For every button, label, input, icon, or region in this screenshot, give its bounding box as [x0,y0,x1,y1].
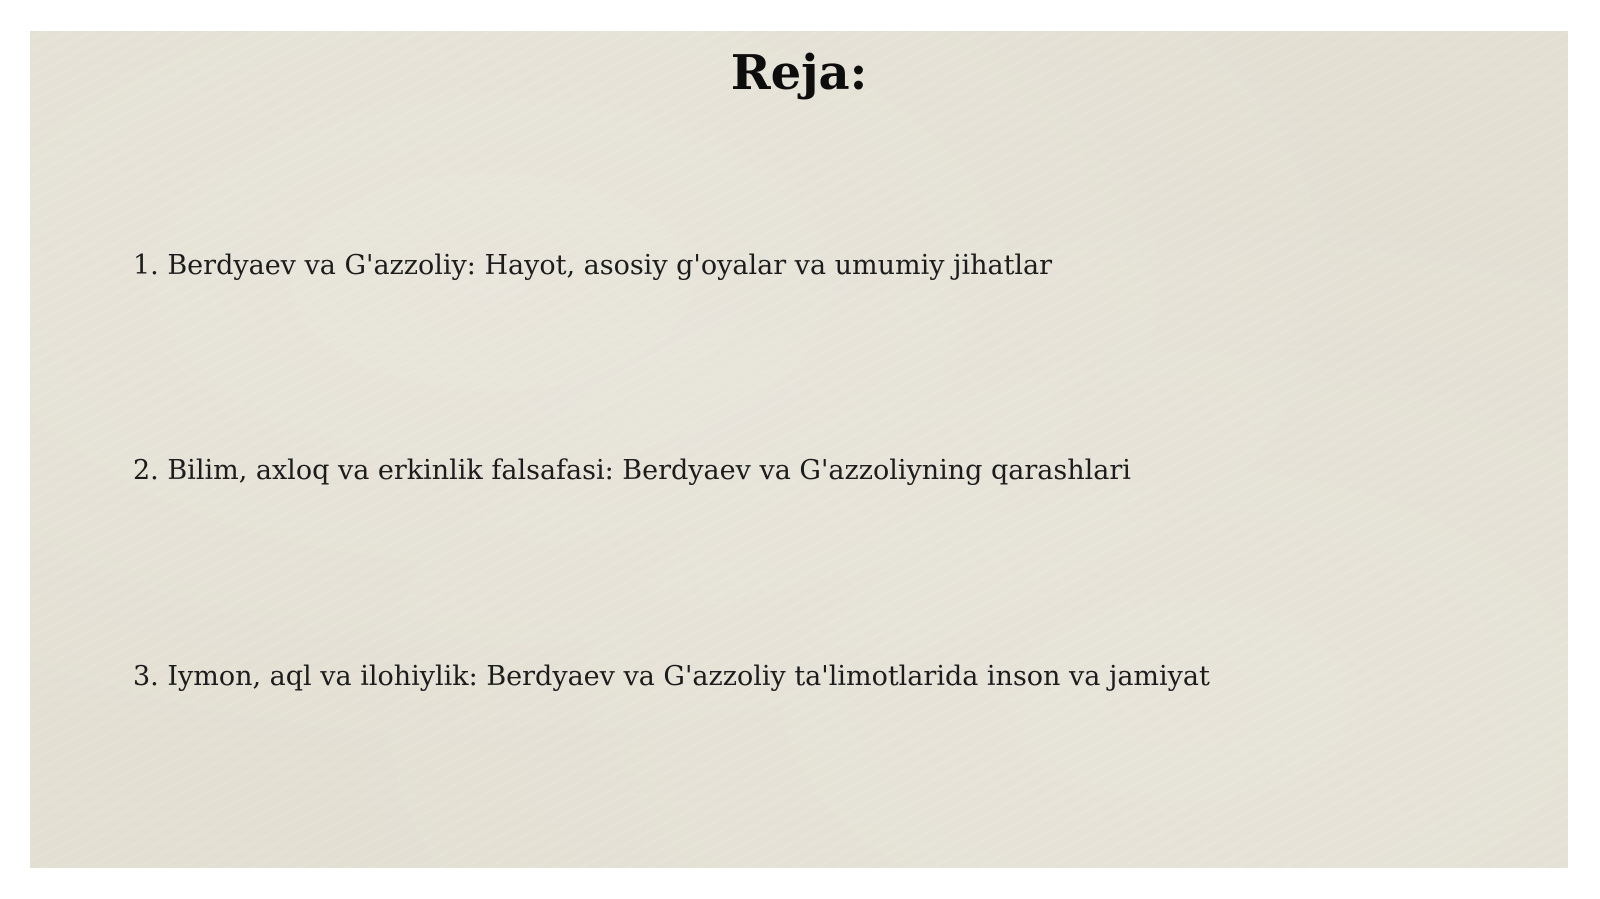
slide-title: Reja: [730,45,868,101]
slide [30,31,1568,868]
plan-item: 2. Bilim, axloq va erkinlik falsafasi: Berdyaev va G'azzoliyning qarashlari [133,455,1131,486]
plan-item: 1. Berdyaev va G'azzoliy: Hayot, asosiy g'oyalar va umumiy jihatlar [133,250,1053,281]
plan-item: 3. Iymon, aql va ilohiylik: Berdyaev va G'azzoliy ta'limotlarida inson va jamiyat [133,661,1210,692]
